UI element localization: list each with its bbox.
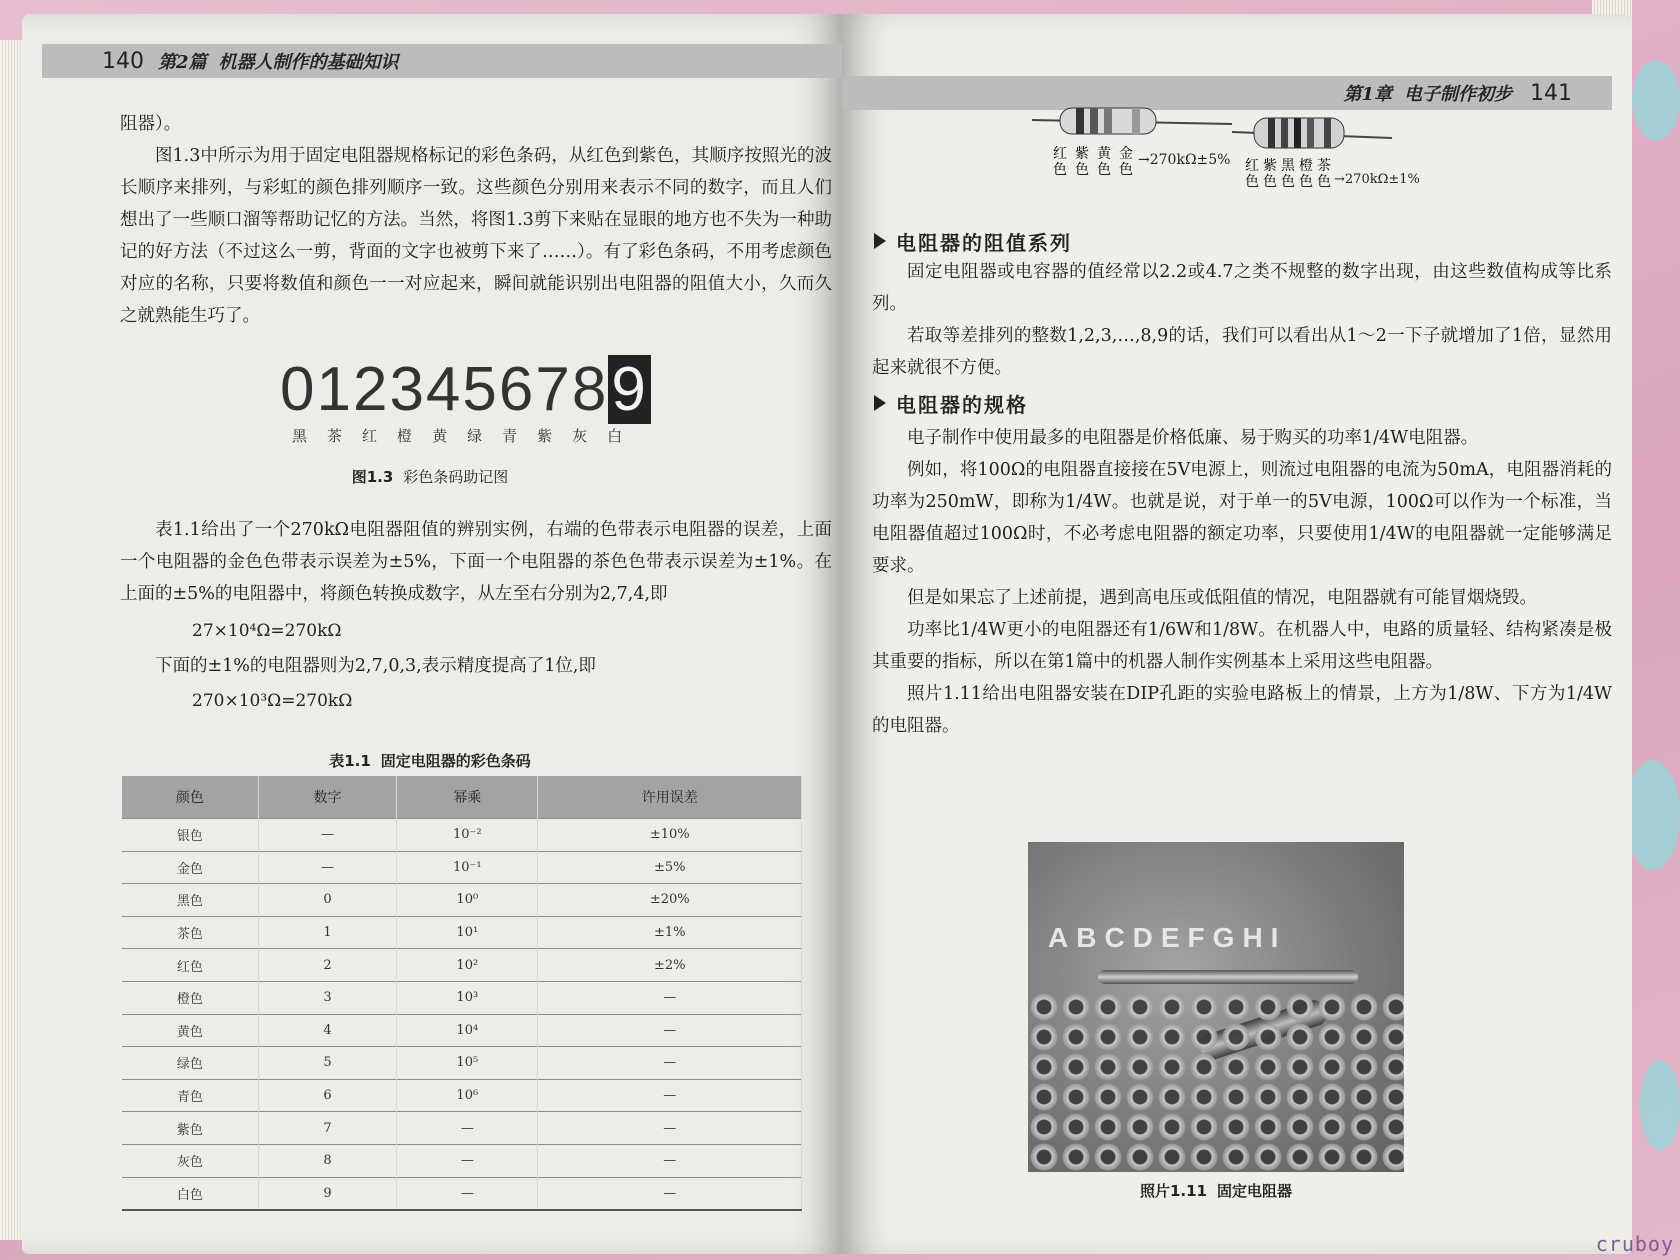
band-color: 黑 xyxy=(1281,158,1295,174)
table-cell-tol: ±20% xyxy=(538,884,802,917)
mnemonic-figure xyxy=(280,354,651,446)
band-suffix: 色 xyxy=(1053,162,1067,178)
resistor-value: 270kΩ±5% xyxy=(1149,152,1231,168)
resistor-diagram-top xyxy=(1032,102,1232,178)
table-cell-tol: — xyxy=(538,1014,802,1047)
table-row xyxy=(122,1047,802,1080)
table-row xyxy=(122,1079,802,1112)
table-cell-power: — xyxy=(397,1112,538,1145)
table-cell-color: 黑色 xyxy=(122,884,258,917)
left-text-block-2 xyxy=(120,514,832,716)
color-label: 灰 xyxy=(572,427,588,445)
table-cell-color: 红色 xyxy=(122,949,258,982)
band-suffix: 色 xyxy=(1263,174,1277,190)
equation: 270×10³Ω=270kΩ xyxy=(192,691,353,711)
table-cell-color: 青色 xyxy=(122,1079,258,1112)
band-suffix: 色 xyxy=(1299,174,1313,190)
band-suffix: 色 xyxy=(1119,162,1133,178)
table-row xyxy=(122,1112,802,1145)
paragraph: 若取等差排列的整数1,2,3,…,8,9的话，我们可以看出从1～2一下子就增加了1倍，显然用起来就很不方便。 xyxy=(872,326,1612,378)
left-page-header xyxy=(42,44,842,78)
paragraph: 电子制作中使用最多的电阻器是价格低廉、易于购买的功率1/4W电阻器。 xyxy=(907,428,1479,448)
table-cell-tol: — xyxy=(538,1177,802,1210)
table-cell-color: 紫色 xyxy=(122,1112,258,1145)
table-cell-tol: ±5% xyxy=(538,851,802,884)
table-row xyxy=(122,1014,802,1047)
section-heading xyxy=(874,384,1612,422)
table-cell-power: 10² xyxy=(397,949,538,982)
band-color-labels xyxy=(1052,146,1134,178)
table-cell-power: 10⁻¹ xyxy=(397,851,538,884)
table-cell-power: 10⁴ xyxy=(397,1014,538,1047)
table-cell-power: 10⁵ xyxy=(397,1047,538,1080)
resistor-value: 270kΩ±1% xyxy=(1344,172,1420,187)
caption-text: 固定电阻器的彩色条码 xyxy=(380,752,531,770)
color-label: 黄 xyxy=(432,427,448,445)
table-cell-power: — xyxy=(397,1144,538,1177)
paragraph: 照片1.11给出电阻器安装在DIP孔距的实验电路板上的情景，上方为1/8W、下方为1/4W的电阻器。 xyxy=(872,684,1612,736)
table-cell-tol: ±10% xyxy=(538,819,802,852)
band-suffix: 色 xyxy=(1317,174,1331,190)
triangle-bullet-icon xyxy=(874,395,886,411)
table-cell-tol: — xyxy=(538,1047,802,1080)
chapter-label: 第1章 xyxy=(1343,84,1392,105)
band-color: 红 xyxy=(1245,158,1259,174)
color-label: 绿 xyxy=(467,427,483,445)
table-row xyxy=(122,1144,802,1177)
table-cell-tol: ±2% xyxy=(538,949,802,982)
resistor-photo xyxy=(1028,842,1404,1172)
arrow-icon: → xyxy=(1334,172,1345,187)
breadboard-holes xyxy=(1028,992,1404,1172)
column-header: 数字 xyxy=(258,776,396,819)
triangle-bullet-icon xyxy=(874,233,886,249)
part-label: 第2篇 xyxy=(158,52,207,73)
page-number: 140 xyxy=(102,48,144,74)
band-suffix: 色 xyxy=(1075,162,1089,178)
tablecloth-dot xyxy=(1640,1060,1680,1150)
right-text-block xyxy=(872,226,1612,742)
table-cell-power: 10⁶ xyxy=(397,1079,538,1112)
band-suffix: 色 xyxy=(1281,174,1295,190)
breadboard-letters: ABCDEFGHI xyxy=(1048,922,1287,953)
band-suffix: 色 xyxy=(1245,174,1259,190)
table-cell-digit: 8 xyxy=(258,1144,396,1177)
table-cell-tol: — xyxy=(538,1144,802,1177)
table-cell-digit: 5 xyxy=(258,1047,396,1080)
mnemonic-digits xyxy=(280,354,651,425)
arrow-icon: → xyxy=(1138,152,1150,168)
table-cell-digit: 1 xyxy=(258,916,396,949)
caption-number: 图1.3 xyxy=(351,468,394,486)
photo-caption xyxy=(1028,1180,1404,1201)
section-title: 机器人制作的基础知识 xyxy=(218,52,399,73)
table-cell-digit: 9 xyxy=(258,1177,396,1210)
table-cell-digit: 7 xyxy=(258,1112,396,1145)
table-cell-power: 10³ xyxy=(397,981,538,1014)
table-cell-power: — xyxy=(397,1177,538,1210)
color-label: 橙 xyxy=(397,427,413,445)
color-label: 白 xyxy=(607,427,623,445)
digits-text: 012345678 xyxy=(280,355,609,424)
page-number: 141 xyxy=(1530,80,1572,106)
table-cell-color: 金色 xyxy=(122,851,258,884)
paragraph: 表1.1给出了一个270kΩ电阻器阻值的辨别实例，右端的色带表示电阻器的误差，上面一个电阻器的金色色带表示误差为±5%，下面一个电阻器的茶色色带表示误差为±1%。在上面的±5%的电阻器中，将颜色转换成数字，从左至右分别为2,7,4,即 xyxy=(120,520,832,604)
paragraph: 例如，将100Ω的电阻器直接接在5V电源上，则流过电阻器的电流为50mA，电阻器消耗的功率为250mW，即称为1/4W。也就是说，对于单一的5V电源，100Ω可以作为一个标准，当电阻器值超过100Ω时，不必考虑电阻器的额定功率，只要使用1/4W的电阻器就一定能够满足要求。 xyxy=(872,460,1612,576)
color-code-table xyxy=(122,776,802,1211)
table-cell-power: 10¹ xyxy=(397,916,538,949)
paragraph: 下面的±1%的电阻器则为2,7,0,3,表示精度提高了1位,即 xyxy=(155,656,596,676)
table-cell-digit: 4 xyxy=(258,1014,396,1047)
digit-nine-inverted: 9 xyxy=(608,355,650,424)
table-cell-tol: — xyxy=(538,1079,802,1112)
paragraph: 功率比1/4W更小的电阻器还有1/6W和1/8W。在机器人中，电路的质量轻、结构紧凑是极其重要的指标，所以在第1篇中的机器人制作实例基本上采用这些电阻器。 xyxy=(872,620,1612,672)
table-header-row xyxy=(122,776,802,819)
color-label: 茶 xyxy=(327,427,343,445)
color-label: 紫 xyxy=(537,427,553,445)
table-cell-power: 10⁻² xyxy=(397,819,538,852)
mnemonic-color-row xyxy=(292,425,651,446)
equation: 27×10⁴Ω=270kΩ xyxy=(192,621,342,641)
color-label: 黑 xyxy=(292,427,308,445)
table-cell-color: 灰色 xyxy=(122,1144,258,1177)
table-cell-color: 白色 xyxy=(122,1177,258,1210)
table-cell-tol: — xyxy=(538,1112,802,1145)
chapter-title: 电子制作初步 xyxy=(1404,84,1512,105)
caption-text: 彩色条码助记图 xyxy=(403,468,509,486)
table-cell-color: 绿色 xyxy=(122,1047,258,1080)
table-cell-digit: 2 xyxy=(258,949,396,982)
color-label: 青 xyxy=(502,427,518,445)
resistor-top-icon xyxy=(1032,102,1232,142)
table-cell-color: 银色 xyxy=(122,819,258,852)
band-color: 紫 xyxy=(1263,158,1277,174)
table-row xyxy=(122,851,802,884)
table-cell-digit: 0 xyxy=(258,884,396,917)
table-cell-tol: — xyxy=(538,981,802,1014)
band-color: 红 xyxy=(1053,146,1067,162)
band-color: 茶 xyxy=(1317,158,1331,174)
table-cell-tol: ±1% xyxy=(538,916,802,949)
table-row xyxy=(122,981,802,1014)
resistor-diagram-bottom xyxy=(1232,114,1420,190)
tablecloth-dot xyxy=(1625,760,1680,870)
column-header: 幂乘 xyxy=(397,776,538,819)
band-suffix: 色 xyxy=(1097,162,1111,178)
table-cell-digit: 6 xyxy=(258,1079,396,1112)
left-text-block xyxy=(120,108,832,332)
table-cell-color: 茶色 xyxy=(122,916,258,949)
table-row xyxy=(122,819,802,852)
paragraph: 图1.3中所示为用于固定电阻器规格标记的彩色条码，从红色到紫色，其顺序按照光的波长顺序来排列，与彩虹的颜色排列顺序一致。这些颜色分别用来表示不同的数字，而且人们想出了一些顺口溜等帮助记忆的方法。当然，将图1.3剪下来贴在显眼的地方也不失为一种助记的好方法（不过这么一剪，背面的文字也被剪下来了……）。有了彩色条码，不用考虑颜色对应的名称，只要将数值和颜色一一对应起来，瞬间就能识别出电阻器的阻值大小，久而久之就熟能生巧了。 xyxy=(120,146,832,326)
left-page xyxy=(22,14,842,1254)
table-caption xyxy=(220,750,640,771)
table-cell-digit: — xyxy=(258,851,396,884)
table-cell-color: 黄色 xyxy=(122,1014,258,1047)
paragraph: 但是如果忘了上述前提，遇到高电压或低阻值的情况，电阻器就有可能冒烟烧毁。 xyxy=(907,588,1537,608)
table-row xyxy=(122,884,802,917)
caption-number: 照片1.11 xyxy=(1139,1182,1207,1200)
color-label: 红 xyxy=(362,427,378,445)
caption-number: 表1.1 xyxy=(329,752,371,770)
table-row xyxy=(122,916,802,949)
table-cell-digit: — xyxy=(258,819,396,852)
resistor-1-8w xyxy=(1098,970,1358,984)
table-row xyxy=(122,1177,802,1210)
right-page xyxy=(842,14,1632,1254)
column-header: 颜色 xyxy=(122,776,258,819)
figure-caption xyxy=(220,466,640,487)
section-heading xyxy=(874,226,1612,256)
band-color-labels xyxy=(1244,158,1332,190)
table-cell-color: 橙色 xyxy=(122,981,258,1014)
paragraph: 固定电阻器或电容器的值经常以2.2或4.7之类不规整的数字出现，由这些数值构成等比系列。 xyxy=(872,262,1612,314)
table-row xyxy=(122,949,802,982)
heading-text: 电阻器的规格 xyxy=(896,392,1028,417)
column-header: 许用误差 xyxy=(538,776,802,819)
caption-text: 固定电阻器 xyxy=(1217,1182,1293,1200)
band-color: 紫 xyxy=(1075,146,1089,162)
band-color: 橙 xyxy=(1299,158,1313,174)
watermark: cruboy xyxy=(1595,1232,1674,1256)
band-color: 黄 xyxy=(1097,146,1111,162)
tablecloth-dot xyxy=(1632,60,1680,140)
heading-text: 电阻器的阻值系列 xyxy=(896,230,1072,255)
band-color: 金 xyxy=(1119,146,1133,162)
resistor-bottom-icon xyxy=(1232,114,1392,154)
paragraph: 阻器）。 xyxy=(120,114,182,134)
table-cell-power: 10⁰ xyxy=(397,884,538,917)
table-cell-digit: 3 xyxy=(258,981,396,1014)
